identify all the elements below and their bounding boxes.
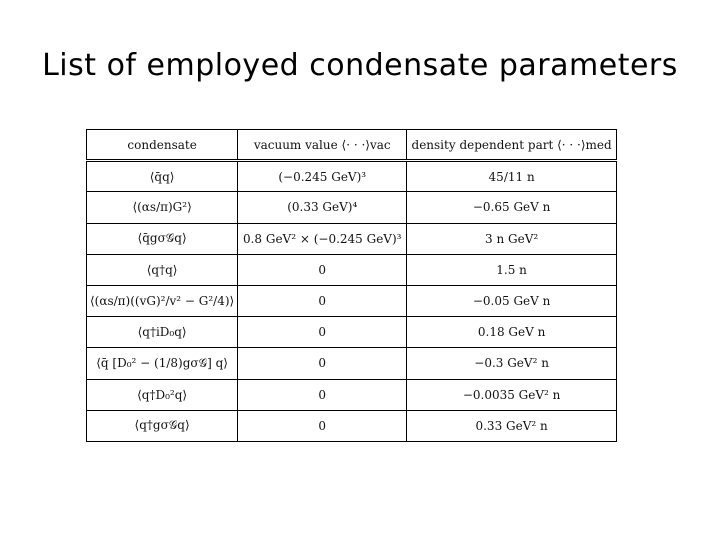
cell-condensate: ⟨q†q⟩ (87, 254, 238, 285)
cell-density-part: −0.05 GeV n (407, 285, 617, 316)
cell-vacuum-value: 0 (238, 317, 407, 348)
cell-condensate: ⟨(αs/π)G²⟩ (87, 192, 238, 223)
table-row (87, 379, 617, 410)
condensate-table-container (86, 129, 617, 442)
cell-vacuum-value: (0.33 GeV)⁴ (238, 192, 407, 223)
cell-condensate: ⟨(αs/π)((vG)²/v² − G²/4)⟩ (87, 285, 238, 316)
table-row (87, 223, 617, 254)
cell-density-part: −0.3 GeV² n (407, 348, 617, 379)
cell-condensate: ⟨q†D₀²q⟩ (87, 379, 238, 410)
header-condensate: condensate (87, 130, 238, 161)
cell-vacuum-value: 0 (238, 348, 407, 379)
cell-density-part: 0.18 GeV n (407, 317, 617, 348)
cell-vacuum-value: 0 (238, 379, 407, 410)
cell-vacuum-value: 0 (238, 285, 407, 316)
header-density-dependent-part: density dependent part ⟨· · ·⟩med (407, 130, 617, 161)
table-header-row (87, 130, 617, 161)
table-row (87, 317, 617, 348)
cell-density-part: 1.5 n (407, 254, 617, 285)
table-row (87, 254, 617, 285)
cell-condensate: ⟨q̄q⟩ (87, 161, 238, 192)
table-row (87, 285, 617, 316)
cell-vacuum-value: 0 (238, 410, 407, 441)
cell-vacuum-value: (−0.245 GeV)³ (238, 161, 407, 192)
cell-condensate: ⟨q†iD₀q⟩ (87, 317, 238, 348)
cell-density-part: 3 n GeV² (407, 223, 617, 254)
cell-vacuum-value: 0 (238, 254, 407, 285)
cell-density-part: 0.33 GeV² n (407, 410, 617, 441)
table-row (87, 192, 617, 223)
cell-density-part: −0.65 GeV n (407, 192, 617, 223)
cell-density-part: 45/11 n (407, 161, 617, 192)
slide-title: List of employed condensate parameters (42, 48, 678, 83)
cell-condensate: ⟨q†gσ𝒢q⟩ (87, 410, 238, 441)
cell-condensate: ⟨q̄gσ𝒢q⟩ (87, 223, 238, 254)
table-row (87, 410, 617, 441)
condensate-parameters-table (86, 129, 617, 442)
cell-density-part: −0.0035 GeV² n (407, 379, 617, 410)
table-row (87, 161, 617, 192)
cell-vacuum-value: 0.8 GeV² × (−0.245 GeV)³ (238, 223, 407, 254)
header-vacuum-value: vacuum value ⟨· · ·⟩vac (238, 130, 407, 161)
table-row (87, 348, 617, 379)
cell-condensate: ⟨q̄ [D₀² − (1/8)gσ𝒢] q⟩ (87, 348, 238, 379)
